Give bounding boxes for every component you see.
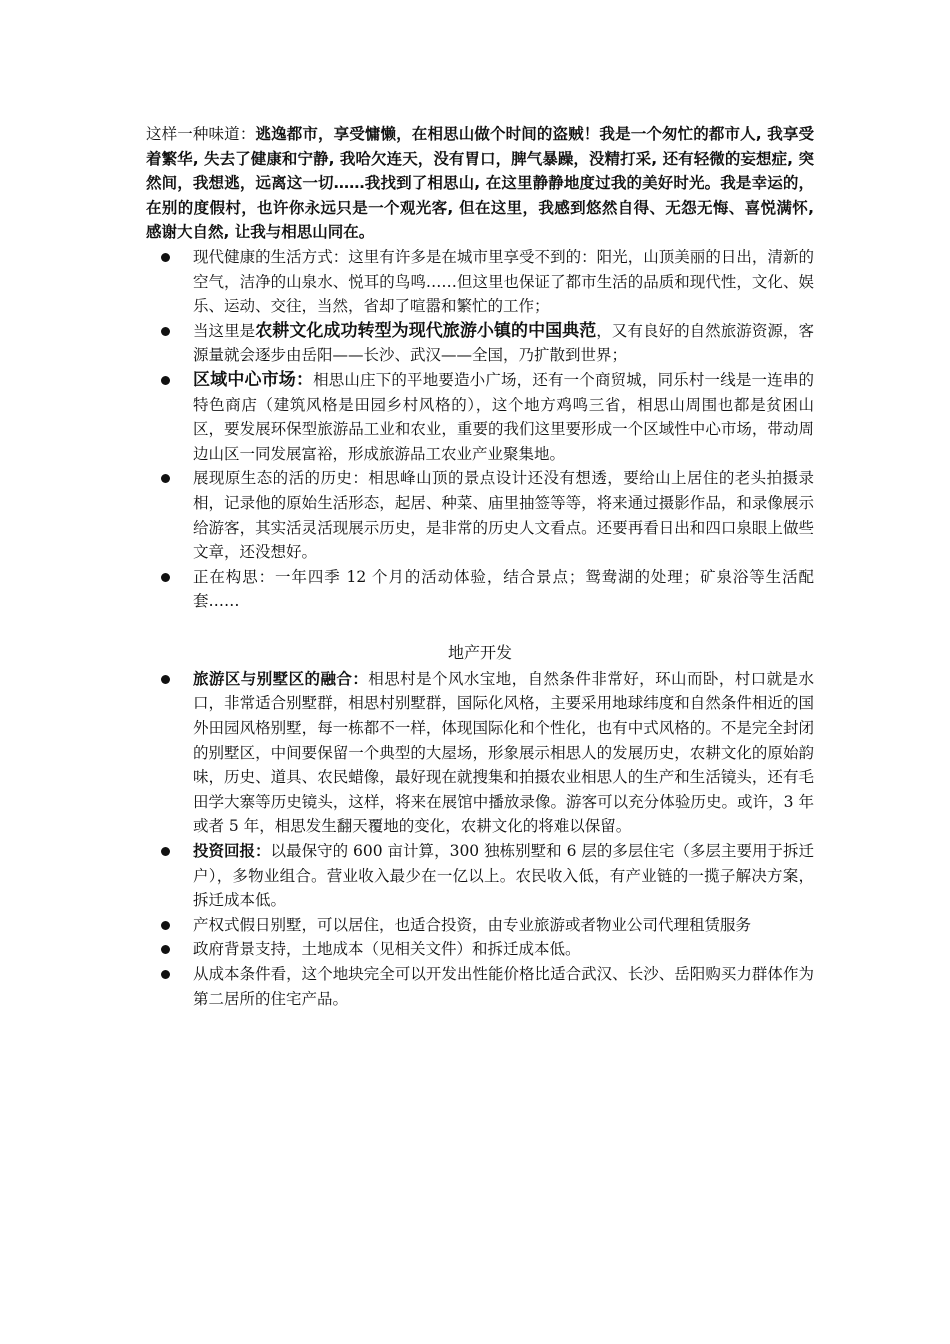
bullet-icon bbox=[161, 565, 170, 590]
list-item: 当这里是农耕文化成功转型为现代旅游小镇的中国典范，又有良好的自然旅游资源，客源量就会逐步由岳阳——长沙、武汉——全国，乃扩散到世界； bbox=[146, 319, 814, 368]
bullet-icon bbox=[161, 962, 170, 987]
list-item: 正在构思：一年四季 12 个月的活动体验，结合景点；鸳鸯湖的处理；矿泉浴等生活配套…… bbox=[146, 565, 814, 614]
document-page bbox=[146, 122, 814, 1011]
bullet-icon bbox=[161, 368, 170, 393]
feature-list bbox=[146, 245, 814, 614]
list-item: 旅游区与别墅区的融合：相思村是个风水宝地，自然条件非常好，环山而卧，村口就是水口，非常适合别墅群，相思村别墅群，国际化风格，主要采用地球纬度和自然条件相近的国外田园风格别墅，每一栋都不一样，体现国际化和个性化，也有中式风格的。不是完全封闭的别墅区，中间要保留一个典型的大屋场，形象展示相思人的发展历史，农耕文化的原始韵味，历史、道具、农民蜡像，最好现在就搜集和拍摄农业相思人的生产和生活镜头，还有毛田学大寨等历史镜头，这样，将来在展馆中播放录像。游客可以充分体验历史。或许，3 年或者 5 年，相思发生翻天覆地的变化，农耕文化的将难以保留。 bbox=[146, 667, 814, 839]
list-item: 投资回报：以最保守的 600 亩计算，300 独栋别墅和 6 层的多层住宅（多层主要用于拆迁户），多物业组合。营业收入最少在一亿以上。农民收入低，有产业链的一揽子解决方案，拆迁成本低。 bbox=[146, 839, 814, 913]
bullet-icon bbox=[161, 245, 170, 270]
bullet-icon bbox=[161, 839, 170, 864]
bullet-icon bbox=[161, 937, 170, 962]
list-item: 政府背景支持，土地成本（见相关文件）和拆迁成本低。 bbox=[146, 937, 814, 962]
bullet-icon bbox=[161, 913, 170, 938]
list-item: 展现原生态的活的历史：相思峰山顶的景点设计还没有想透，要给山上居住的老头拍摄录相，记录他的原始生活形态，起居、种菜、庙里抽签等等，将来通过摄影作品，和录像展示给游客，其实活灵活现展示历史，是非常的历史人文看点。还要再看日出和四口泉眼上做些文章，还没想好。 bbox=[146, 466, 814, 564]
bullet-icon bbox=[161, 319, 170, 344]
intro-lead: 这样一种味道： bbox=[146, 125, 256, 143]
list-item: 区域中心市场：相思山庄下的平地要造小广场，还有一个商贸城，同乐村一线是一连串的特色商店（建筑风格是田园乡村风格的），这个地方鸡鸣三省，相思山周围也都是贫困山区，要发展环保型旅游品工业和农业，重要的我们这里要形成一个区域性中心市场，带动周边山区一同发展富裕，形成旅游品工农业产业聚集地。 bbox=[146, 368, 814, 466]
bullet-icon bbox=[161, 667, 170, 692]
section-title: 地产开发 bbox=[447, 642, 512, 662]
list-item: 产权式假日别墅，可以居住，也适合投资，由专业旅游或者物业公司代理租赁服务 bbox=[146, 913, 814, 938]
intro-paragraph bbox=[146, 122, 814, 245]
real-estate-list bbox=[146, 667, 814, 1011]
bullet-icon bbox=[161, 466, 170, 491]
list-item: 从成本条件看，这个地块完全可以开发出性能价格比适合武汉、长沙、岳阳购买力群体作为第二居所的住宅产品。 bbox=[146, 962, 814, 1011]
list-item: 现代健康的生活方式：这里有许多是在城市里享受不到的：阳光，山顶美丽的日出，清新的空气，洁净的山泉水、悦耳的鸟鸣……但这里也保证了都市生活的品质和现代性，文化、娱乐、运动、交往，当然，省却了喧嚣和繁忙的工作； bbox=[146, 245, 814, 319]
intro-bold-text: 逃逸都市，享受慵懒，在相思山做个时间的盗贼！我是一个匆忙的都市人, 我享受着繁华, 失去了健康和宁静, 我哈欠连天，没有胃口，脾气暴躁，没精打采, 还有轻微的妄想症, 突然间，我想逃，远离这一切……我找到了相思山, 在这里静静地度过我的美好时光。我是幸运的，在别的度假村，也许你永远只是一个观光客, 但在这里，我感到悠然自得、无怨无悔、喜悦满怀, 感谢大自然, 让我与相思山同在。 bbox=[146, 125, 814, 242]
